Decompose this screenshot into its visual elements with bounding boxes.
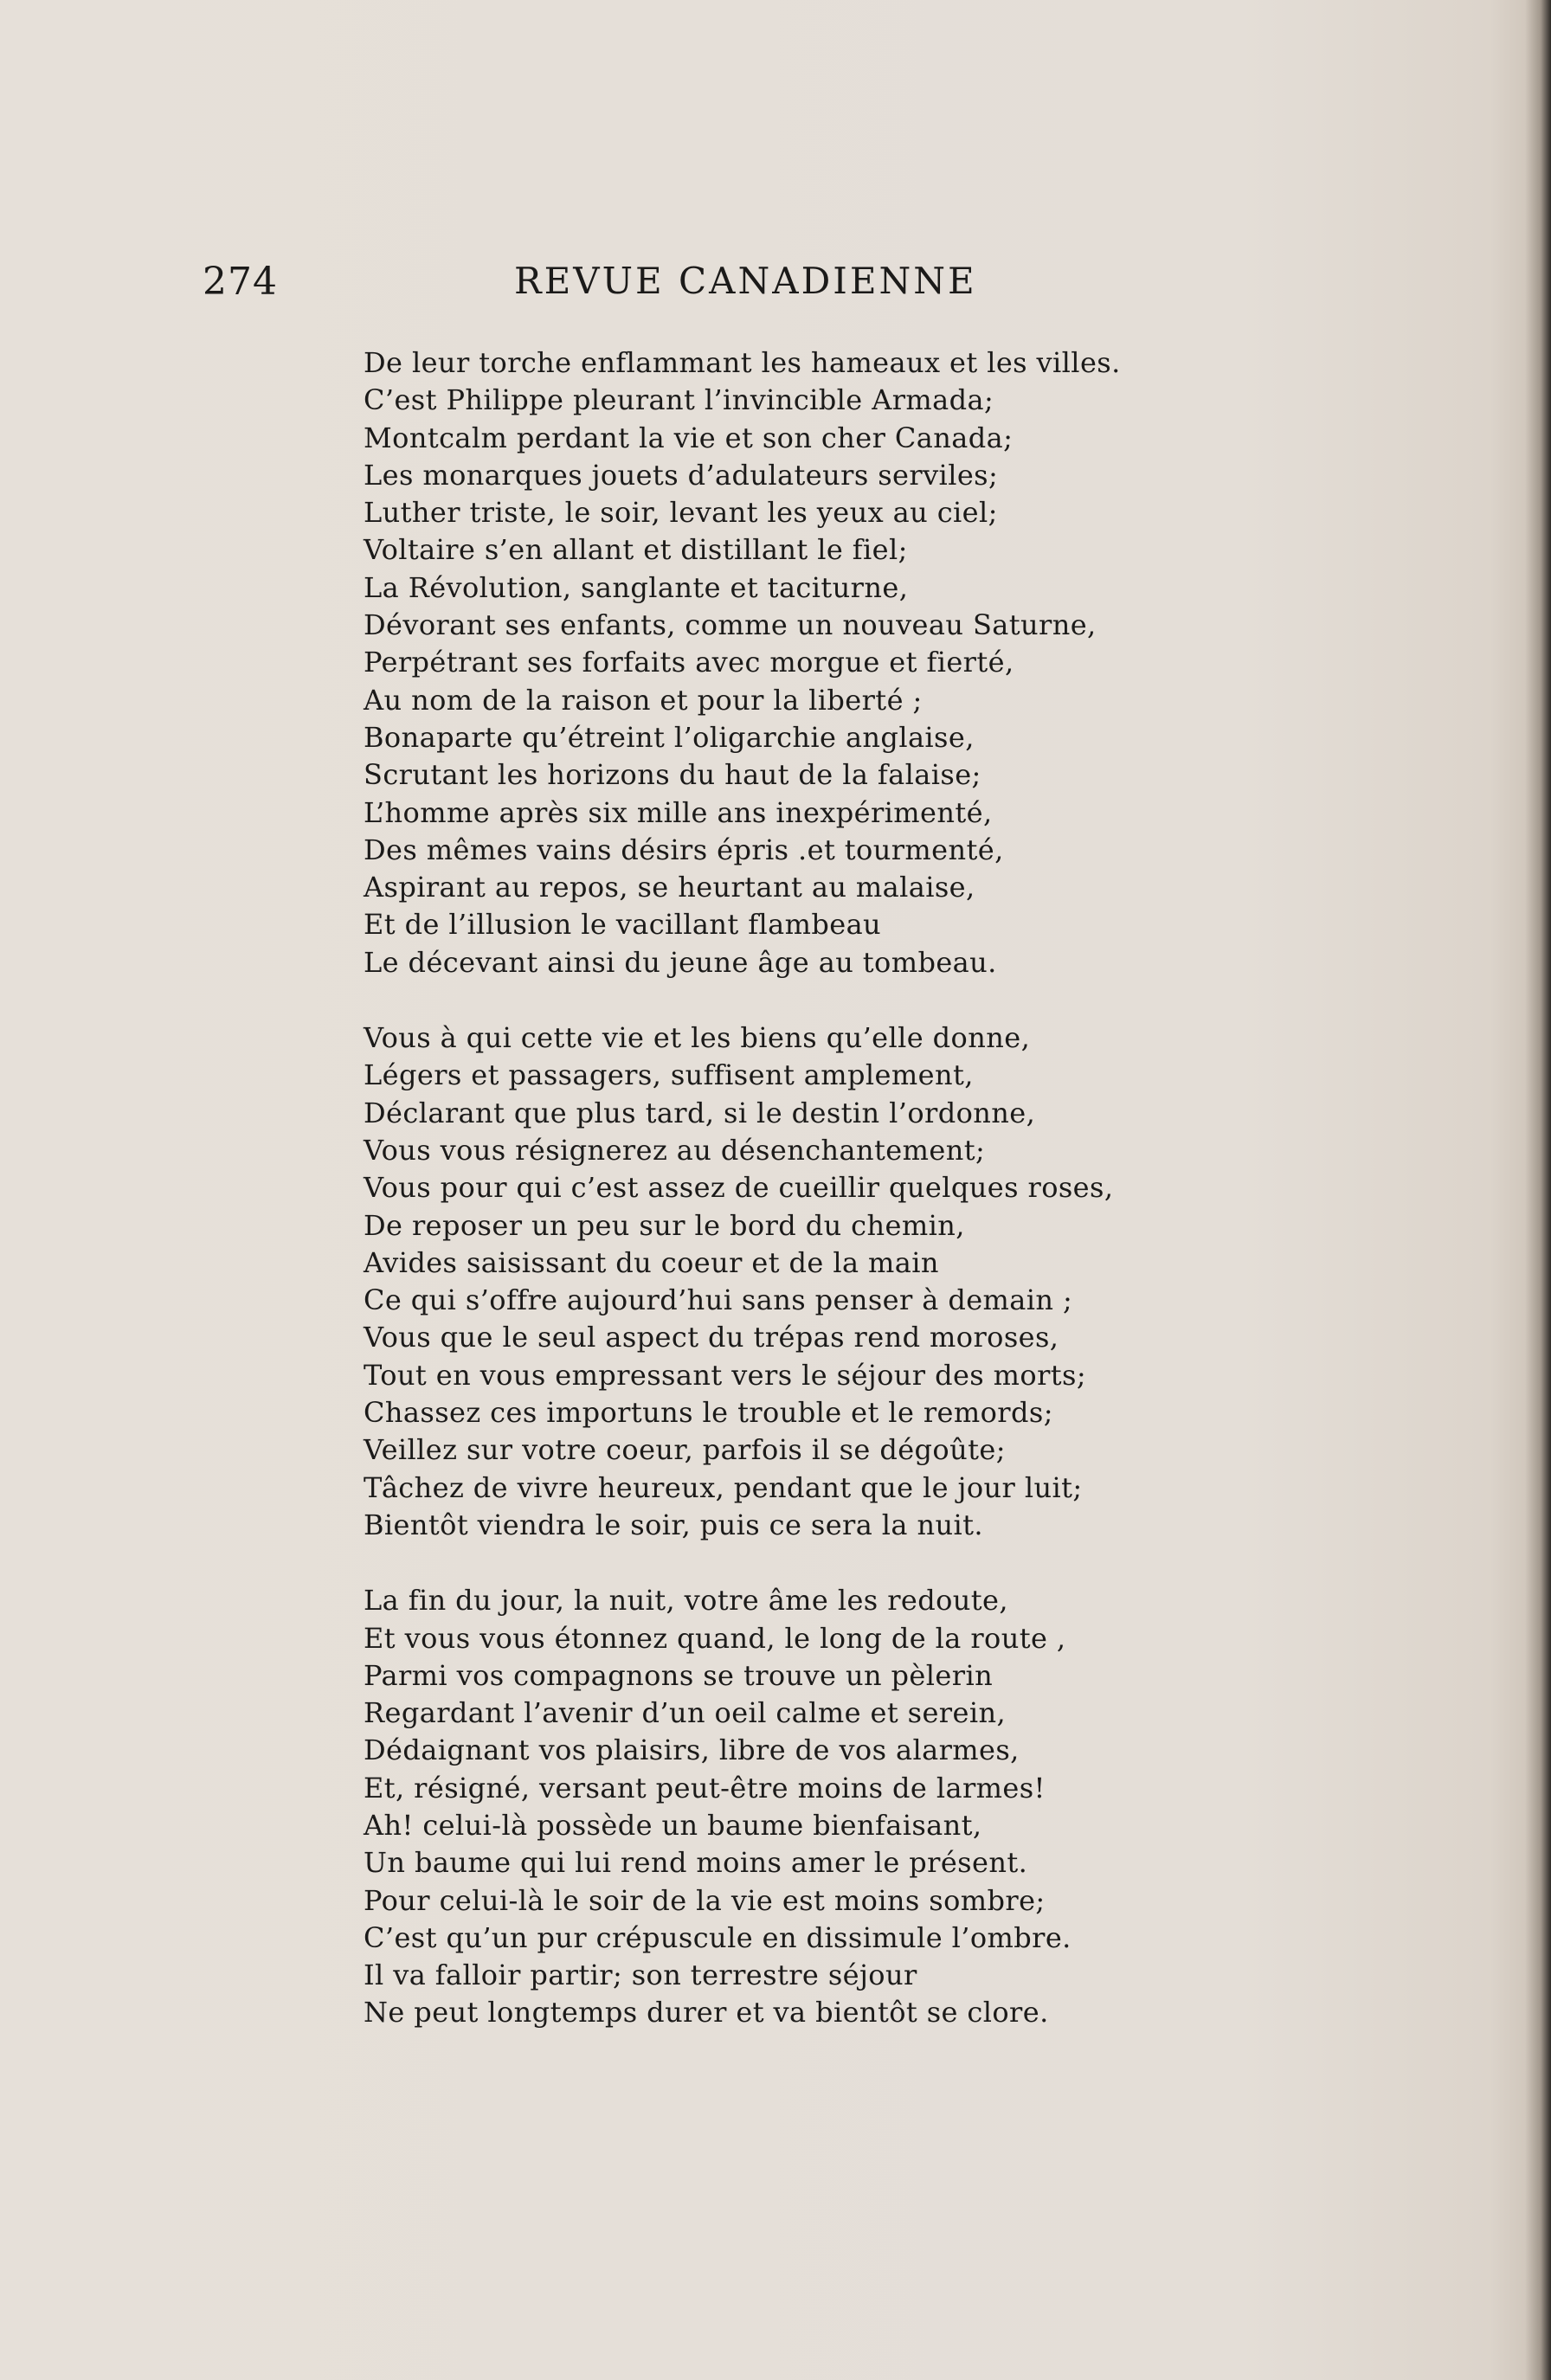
stanza (364, 344, 1229, 981)
poem-line: C’est Philippe pleurant l’invincible Armada; (364, 383, 994, 417)
poem-line: Perpétrant ses forfaits avec morgue et fierté, (364, 646, 1014, 679)
poem-line: Le décevant ainsi du jeune âge au tombeau. (364, 945, 997, 979)
poem-line: Vous vous résignerez au désenchantement; (364, 1133, 986, 1167)
poem-line: Scrutant les horizons du haut de la falaise; (364, 758, 981, 792)
poem-line: Aspirant au repos, se heurtant au malaise, (364, 871, 975, 904)
stanza (364, 1020, 1229, 1544)
poem-line: Tout en vous empressant vers le séjour des morts; (364, 1358, 1087, 1392)
poem-line: Un baume qui lui rend moins amer le présent. (364, 1846, 1028, 1880)
poem-line: Bonaparte qu’étreint l’oligarchie anglaise, (364, 720, 975, 754)
poem-line: Des mêmes vains désirs épris .et tourmenté, (364, 833, 1004, 866)
poem-body (364, 344, 1229, 2032)
poem-line: Voltaire s’en allant et distillant le fiel; (364, 533, 908, 567)
poem-line: Chassez ces importuns le trouble et le remords; (364, 1396, 1053, 1430)
journal-title: REVUE CANADIENNE (514, 260, 977, 302)
poem-line: Les monarques jouets d’adulateurs serviles; (364, 458, 999, 492)
poem-line: Vous pour qui c’est assez de cueillir quelques roses, (364, 1171, 1114, 1205)
poem-line: La Révolution, sanglante et taciturne, (364, 570, 909, 604)
poem-line: Ce qui s’offre aujourd’hui sans penser à demain ; (364, 1283, 1073, 1317)
poem-line: Ne peut longtemps durer et va bientôt se clore. (364, 1996, 1049, 2029)
poem-line: De reposer un peu sur le bord du chemin, (364, 1208, 965, 1242)
poem-line: Dévorant ses enfants, comme un nouveau Saturne, (364, 608, 1097, 642)
poem-line: Pour celui-là le soir de la vie est moins sombre; (364, 1883, 1046, 1917)
running-head (203, 260, 1068, 312)
poem-line: Luther triste, le soir, levant les yeux au ciel; (364, 496, 998, 530)
poem-line: C’est qu’un pur crépuscule en dissimule l’ombre. (364, 1920, 1072, 1954)
poem-line: La fin du jour, la nuit, votre âme les redoute, (364, 1584, 1008, 1618)
poem-line: Et vous vous étonnez quand, le long de la route , (364, 1621, 1066, 1655)
poem-line: Montcalm perdant la vie et son cher Canada; (364, 421, 1014, 454)
poem-line: Déclarant que plus tard, si le destin l’ordonne, (364, 1096, 1036, 1129)
poem-line: De leur torche enflammant les hameaux et les villes. (364, 346, 1121, 379)
poem-line: Légers et passagers, suffisent amplement, (364, 1058, 974, 1092)
poem-line: Il va falloir partir; son terrestre séjour (364, 1959, 917, 1992)
poem-line: Vous que le seul aspect du trépas rend moroses, (364, 1321, 1059, 1354)
poem-line: Tâchez de vivre heureux, pendant que le jour luit; (364, 1470, 1083, 1504)
poem-line: Bientôt viendra le soir, puis ce sera la nuit. (364, 1508, 983, 1541)
poem-line: L’homme après six mille ans inexpérimenté, (364, 795, 993, 829)
poem-line: Et, résigné, versant peut-être moins de larmes! (364, 1771, 1046, 1804)
poem-line: Regardant l’avenir d’un oeil calme et serein, (364, 1696, 1007, 1730)
poem-line: Dédaignant vos plaisirs, libre de vos alarmes, (364, 1734, 1020, 1767)
poem-line: Avides saisissant du coeur et de la main (364, 1245, 939, 1279)
poem-line: Au nom de la raison et pour la liberté ; (364, 683, 923, 717)
page-edge-shadow (1525, 0, 1551, 2380)
stanza (364, 1582, 1229, 2032)
poem-line: Veillez sur votre coeur, parfois il se dégoûte; (364, 1433, 1006, 1467)
poem-line: Et de l’illusion le vacillant flambeau (364, 908, 882, 942)
page-number: 274 (203, 260, 278, 304)
poem-line: Parmi vos compagnons se trouve un pèlerin (364, 1658, 994, 1692)
poem-line: Vous à qui cette vie et les biens qu’elle donne, (364, 1021, 1031, 1055)
poem-line: Ah! celui-là possède un baume bienfaisant, (364, 1808, 982, 1842)
